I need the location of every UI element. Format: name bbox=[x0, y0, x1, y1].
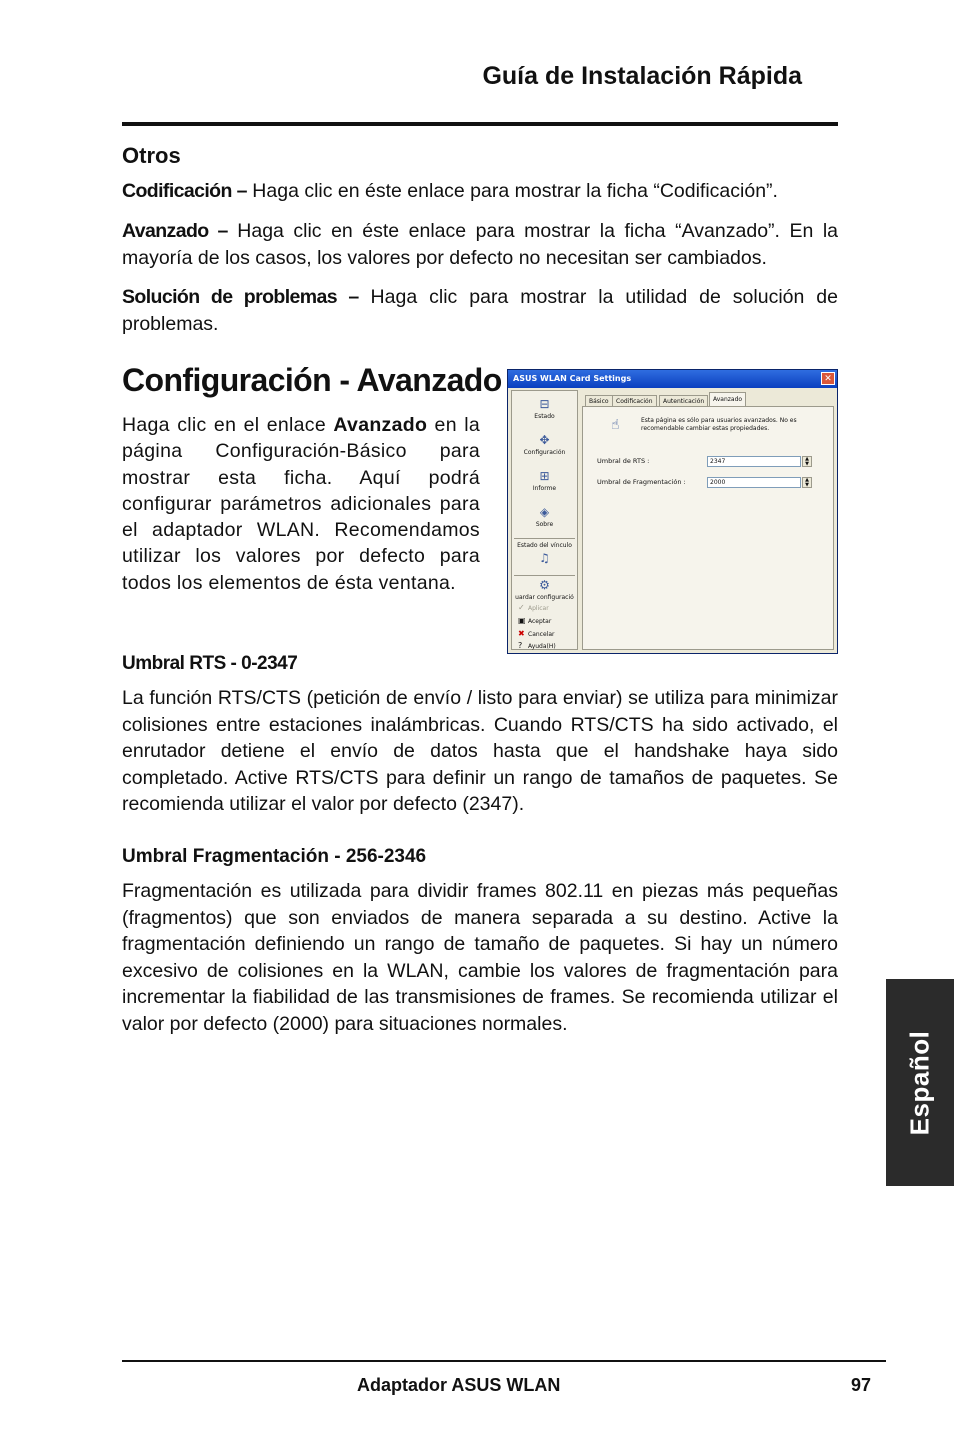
sidebar-item-estado[interactable] bbox=[512, 397, 577, 420]
language-side-tab bbox=[886, 979, 954, 1186]
sidebar-item-sobre[interactable] bbox=[512, 505, 577, 528]
term-solucion: Solución de problemas – bbox=[122, 286, 359, 308]
desc-solucion: Haga clic para mostrar la utilidad de solución de problemas. bbox=[122, 286, 838, 335]
about-icon: ◈ bbox=[539, 505, 550, 519]
status-icon: ⊟ bbox=[539, 397, 550, 411]
sidebar-divider bbox=[514, 538, 575, 539]
footer-rule bbox=[122, 1360, 886, 1362]
apply-icon: ✓ bbox=[518, 603, 525, 612]
rts-paragraph: La función RTS/CTS (petición de envío / listo para enviar) se utiliza para minimizar colisiones entre estaciones inalámbricas. Cuando RTS/CTS ha sido activado, el enrutador detiene el envío de datos hasta que el handshake haya sido completado. Active RTS/CTS para definir un rango de tamaños de paquetes. Se recomienda utilizar el valor por defecto (2347). bbox=[122, 687, 838, 815]
sidebar-divider bbox=[514, 575, 575, 576]
dialog-title: ASUS WLAN Card Settings bbox=[508, 370, 837, 388]
frag-label: Umbral de Fragmentación : bbox=[597, 478, 686, 486]
sidebar-item-informe[interactable] bbox=[512, 469, 577, 492]
sidebar-item-label: Estado bbox=[534, 413, 555, 420]
sidebar-item-configuracion[interactable] bbox=[512, 433, 577, 456]
apply-button[interactable]: ✓ Aplicar bbox=[518, 603, 549, 612]
paragraph-solucion bbox=[122, 284, 838, 337]
save-config-button[interactable] bbox=[512, 578, 577, 601]
config-intro bbox=[122, 412, 480, 596]
tab-basico[interactable]: Básico bbox=[585, 395, 613, 408]
frag-paragraph: Fragmentación es utilizada para dividir frames 802.11 en piezas más pequeñas (fragmentos) que son enviados de manera separada a su destino. Active la fragmentación definiendo un rango de tamaño de paquetes. Si hay un número excesivo de colisiones en la WLAN, cambie los valores de fragmentación para incrementar la fiabilidad de las transmisiones de frames. Se recomienda utilizar el valor por defecto (2000) para situaciones normales. bbox=[122, 880, 838, 1035]
sidebar-item-label: Informe bbox=[532, 485, 557, 492]
term-codificacion: Codificación – bbox=[122, 180, 247, 202]
config-icon: ✥ bbox=[539, 433, 550, 447]
sidebar-item-label: Configuración bbox=[523, 449, 566, 456]
desc-avanzado: Haga clic en éste enlace para mostrar la ficha “Avanzado”. En la mayoría de los casos, los valores por defecto no necesitan ser cambiados. bbox=[122, 220, 839, 269]
help-icon: ? bbox=[518, 641, 523, 650]
hand-icon: ☝ bbox=[611, 417, 620, 433]
signal-icon: ♫ bbox=[539, 551, 550, 565]
paragraph-avanzado bbox=[122, 218, 838, 271]
dialog-sidebar bbox=[511, 390, 578, 650]
sidebar-item-label: Sobre bbox=[535, 521, 554, 528]
config-intro-pre: Haga clic en el enlace bbox=[122, 414, 334, 436]
term-avanzado: Avanzado – bbox=[122, 220, 228, 242]
page-number: 97 bbox=[851, 1375, 872, 1395]
section-heading-otros: Otros bbox=[122, 143, 181, 168]
frag-input[interactable]: 2000 bbox=[707, 477, 801, 488]
report-icon: ⊞ bbox=[539, 469, 550, 483]
frag-spinner[interactable]: ▲ ▼ bbox=[802, 477, 812, 488]
advanced-note: Esta página es sólo para usuarios avanzados. No es recomendable cambiar estas propiedades. bbox=[641, 417, 797, 432]
cancel-button[interactable]: ✖ Cancelar bbox=[518, 629, 555, 638]
rts-spinner[interactable]: ▲ ▼ bbox=[802, 456, 812, 467]
desc-codificacion: Haga clic en éste enlace para mostrar la ficha “Codificación”. bbox=[246, 180, 778, 202]
page-header-title: Guía de Instalación Rápida bbox=[482, 62, 802, 90]
tab-autenticacion[interactable]: Autenticación bbox=[659, 395, 708, 408]
frag-heading: Umbral Fragmentación - 256-2346 bbox=[122, 846, 427, 867]
rts-heading: Umbral RTS - 0-2347 bbox=[122, 653, 298, 674]
link-status-label: Estado del vínculo bbox=[517, 542, 572, 549]
header-rule bbox=[122, 122, 838, 126]
cancel-icon: ✖ bbox=[518, 629, 525, 638]
tab-codificacion[interactable]: Codificación bbox=[612, 395, 657, 408]
link-status bbox=[512, 542, 577, 567]
settings-dialog bbox=[507, 369, 838, 654]
advanced-panel bbox=[582, 406, 834, 650]
rts-label: Umbral de RTS : bbox=[597, 457, 650, 465]
config-intro-bold: Avanzado bbox=[333, 414, 428, 436]
section-heading-config: Configuración - Avanzado bbox=[122, 362, 502, 398]
tab-avanzado[interactable]: Avanzado bbox=[709, 392, 746, 408]
help-button[interactable]: ? Ayuda(H) bbox=[518, 641, 556, 650]
language-label: Español bbox=[904, 1030, 935, 1135]
config-intro-post: en la página Configuración-Básico para mostrar esta ficha. Aquí podrá configurar parámetros adicionales para el adaptador WLAN. Recomendamos utilizar los valores por defecto para todos los elementos de ésta ventana. bbox=[122, 414, 480, 594]
save-config-label: uardar configuració bbox=[515, 594, 574, 601]
ok-button[interactable]: ▣ Aceptar bbox=[518, 616, 552, 625]
paragraph-codificacion bbox=[122, 178, 838, 205]
footer-title: Adaptador ASUS WLAN bbox=[357, 1375, 561, 1395]
ok-icon: ▣ bbox=[518, 616, 526, 625]
close-icon[interactable]: ✕ bbox=[821, 372, 835, 385]
save-icon: ⚙ bbox=[539, 578, 550, 592]
rts-input[interactable]: 2347 bbox=[707, 456, 801, 467]
